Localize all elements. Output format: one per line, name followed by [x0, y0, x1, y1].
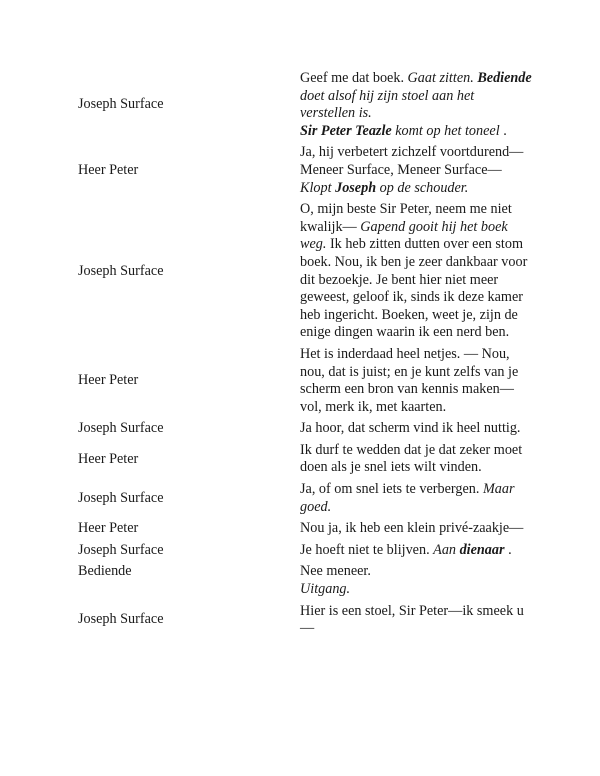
dialogue-text: [300, 201, 532, 342]
speaker-name: Joseph Surface: [78, 489, 164, 506]
dialogue-row: [78, 520, 538, 538]
dialogue-text: [300, 442, 532, 477]
dialogue-row: [78, 346, 538, 416]
text-segment: Het is inderdaad heel netjes. — Nou, nou, dat is juist; en je kunt zelfs van je scherm een bron van kennis maken—vol, merk ik, met kaarten.: [300, 345, 519, 415]
text-segment: op de schouder.: [376, 179, 469, 196]
speaker-name: Joseph Surface: [78, 420, 164, 437]
speaker-name: Joseph Surface: [78, 262, 164, 279]
dialogue-paragraph: [300, 442, 532, 477]
dialogue-paragraph: [300, 563, 532, 581]
text-segment: Nee meneer.: [300, 563, 371, 580]
dialogue-row: [78, 481, 538, 516]
text-segment: Ik heb zitten dutten over een stom boek. Nou, ik ben je zeer dankbaar voor dit bezoekje. Je bent hier niet meer geweest, geloof ik, sinds ik deze kamer heb ingericht. Boeken, weet je, zijn de enige dingen waarin ik een nerd ben.: [300, 236, 528, 341]
text-segment: Ik durf te wedden dat je dat zeker moet doen als je snel iets wilt vinden.: [300, 441, 523, 476]
dialogue-text: [300, 520, 532, 538]
text-segment: Ja hoor, dat scherm vind ik heel nuttig.: [300, 420, 521, 437]
speaker-name: Heer Peter: [78, 450, 139, 467]
dialogue-row: [78, 603, 538, 638]
dialogue-paragraph: [300, 603, 532, 638]
speaker-name: Joseph Surface: [78, 611, 164, 628]
text-segment: Joseph: [335, 179, 377, 196]
dialogue-row: [78, 442, 538, 477]
speaker-name: Heer Peter: [78, 161, 139, 178]
dialogue-paragraph: [300, 481, 532, 516]
text-segment: O, mijn beste Sir Peter, neem me niet kwalijk—: [300, 201, 512, 235]
dialogue-row: [78, 144, 538, 197]
dialogue-paragraph: [300, 70, 532, 123]
text-segment: doet alsof hij zijn stoel aan het verstellen is.: [300, 87, 475, 122]
text-segment: Je hoeft niet te blijven.: [300, 541, 434, 558]
dialogue-paragraph: [300, 123, 532, 141]
text-segment: Sir Peter Teazle: [300, 122, 392, 139]
text-segment: dienaar: [459, 541, 505, 558]
speaker-name: Bediende: [78, 563, 132, 580]
speaker-name: Heer Peter: [78, 520, 139, 537]
text-segment: Gaat zitten.: [407, 70, 474, 86]
dialogue-paragraph: [300, 144, 532, 197]
text-segment: Geef me dat boek.: [300, 70, 408, 86]
text-segment: .: [504, 541, 512, 558]
dialogue-row: [78, 563, 538, 598]
text-segment: Bediende: [477, 70, 532, 86]
text-segment: Ja, hij verbetert zichzelf voortdurend—Meneer Surface, Meneer Surface—: [300, 144, 524, 178]
text-segment: Maar goed.: [300, 481, 515, 515]
dialogue-row: [78, 70, 538, 140]
text-segment: Nou ja, ik heb een klein privé-zaakje—: [300, 520, 524, 537]
speaker-name: Joseph Surface: [78, 541, 164, 558]
dialogue-text: [300, 563, 532, 598]
dialogue-text: [300, 542, 532, 560]
dialogue-row: [78, 201, 538, 342]
dialogue-text: [300, 603, 532, 638]
dialogue-text: [300, 346, 532, 416]
dialogue-paragraph: [300, 346, 532, 416]
dialogue-text: [300, 70, 532, 140]
text-segment: Gapend gooit hij het boek weg.: [300, 218, 508, 253]
dialogue-text: [300, 144, 532, 197]
text-segment: Klopt: [300, 179, 332, 196]
dialogue-row: [78, 542, 538, 560]
speaker-name: Heer Peter: [78, 372, 139, 389]
dialogue-text: [300, 420, 532, 438]
text-segment: .: [499, 122, 507, 139]
dialogue-paragraph: [300, 542, 532, 560]
dialogue-paragraph: [300, 581, 532, 599]
dialogue-paragraph: [300, 520, 532, 538]
text-segment: Ja, of om snel iets te verbergen.: [300, 481, 483, 498]
text-segment: Aan: [433, 541, 457, 558]
speaker-name: Joseph Surface: [78, 96, 164, 113]
dialogue-paragraph: [300, 420, 532, 438]
dialogue-text: [300, 481, 532, 516]
text-segment: komt op het toneel: [391, 122, 500, 139]
script-table: [78, 70, 538, 642]
text-segment: Hier is een stoel, Sir Peter—ik smeek u—: [300, 602, 524, 637]
dialogue-row: [78, 420, 538, 438]
text-segment: Uitgang.: [300, 581, 351, 598]
dialogue-paragraph: [300, 201, 532, 342]
